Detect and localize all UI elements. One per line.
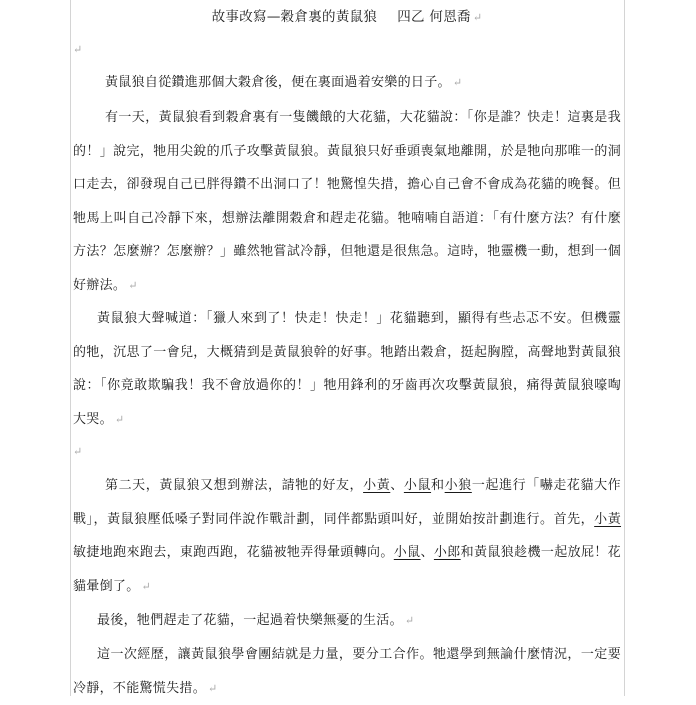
text-segment: 一起進行「嚇走花貓大作戰」，黃鼠狼壓低嗓子對同伴說作戰計劃，同伴都點頭叫好，並開始按計劃進行。首先， [73, 478, 621, 527]
page-margin-left [70, 0, 71, 696]
empty-paragraph-mark: ↵ [73, 445, 83, 458]
underlined-name: 小黃 [363, 478, 391, 493]
text-segment: 和黃鼠狼趁機一起放屁！花貓暈倒了。 [73, 545, 621, 594]
underlined-name: 小郎 [433, 545, 461, 561]
story-title: 故事改寫—穀倉裏的黃鼠狼 [211, 9, 378, 25]
empty-paragraph-mark: ↵ [73, 43, 83, 56]
paragraph-mark: ↵ [452, 76, 463, 89]
paragraph-mark: ↵ [128, 278, 138, 292]
paragraph-mark: ↵ [208, 681, 218, 695]
text-segment: 第二天，黃鼠狼又想到辦法，請牠的好友， [105, 478, 364, 493]
underlined-name: 小狼 [444, 478, 472, 493]
paragraph-mark: ↵ [404, 614, 415, 627]
paragraph-3 [73, 302, 621, 436]
paragraph-mark: ↵ [141, 579, 152, 593]
paragraph-text: 最後，牠們趕走了花貓，一起過着快樂無憂的生活。 [97, 613, 403, 628]
paragraph-text: 這一次經歷，讓黃鼠狼學會團結就是力量，要分工合作。牠還學到無論什麼情況，一定要冷靜，不能驚慌失措。 [73, 647, 621, 696]
paragraph-text: 黃鼠狼自從鑽進那個大穀倉後，便在裏面過着安樂的日子。 [105, 75, 451, 90]
paragraph-4 [73, 469, 621, 603]
text-segment: 敏捷地跑來跑去，東跑西跑，花貓被牠弄得暈頭轉向。 [73, 545, 394, 561]
paragraph-mark: ↵ [114, 412, 125, 426]
paragraph-6 [73, 638, 621, 705]
author-byline: 四乙 何恩喬 [397, 9, 471, 25]
paragraph-5 [73, 604, 621, 638]
document-title-line [73, 6, 621, 29]
text-segment: 、 [390, 478, 404, 493]
paragraph-mark: ↵ [472, 11, 483, 24]
underlined-name: 小鼠 [393, 545, 421, 561]
paragraph-2 [73, 101, 621, 303]
text-segment: 、 [420, 545, 434, 561]
paragraph-text: 有一天，黃鼠狼看到穀倉裏有一隻饑餓的大花貓，大花貓說：「你是誰？快走！這裏是我的！」說完，牠用尖銳的爪子攻擊黃鼠狼。黃鼠狼只好垂頭喪氣地離開，於是牠向那唯一的洞口走去，卻發現自己已胖得鑽不出洞口了！牠驚惶失措，擔心自己會不會成為花貓的晚餐。但牠馬上叫自己冷靜下來，想辦法離開穀倉和趕走花貓。牠喃喃自語道：「有什麼方法？有什麼方法？怎麼辦？怎麼辦？」雖然牠嘗試冷靜，但牠還是很焦急。這時，牠靈機一動，想到一個好辦法。 [73, 110, 621, 293]
paragraph-1 [73, 66, 621, 100]
text-segment: 和 [431, 478, 445, 493]
paragraph-text: 黃鼠狼大聲喊道：「獵人來到了！快走！快走！」花貓聽到，顯得有些忐忑不安。但機靈的牠，沉思了一會兒，大概猜到是黃鼠狼幹的好事。牠踏出穀倉，挺起胸膛，高聲地對黃鼠狼說：「你竟敢欺騙我！我不會放過你的！」牠用鋒利的牙齒再次攻擊黃鼠狼，痛得黃鼠狼嚎啕大哭。 [73, 311, 621, 427]
underlined-name: 小黃 [594, 511, 622, 527]
page-margin-right [624, 0, 625, 696]
underlined-name: 小鼠 [403, 478, 432, 493]
paragraph-text [73, 478, 621, 594]
